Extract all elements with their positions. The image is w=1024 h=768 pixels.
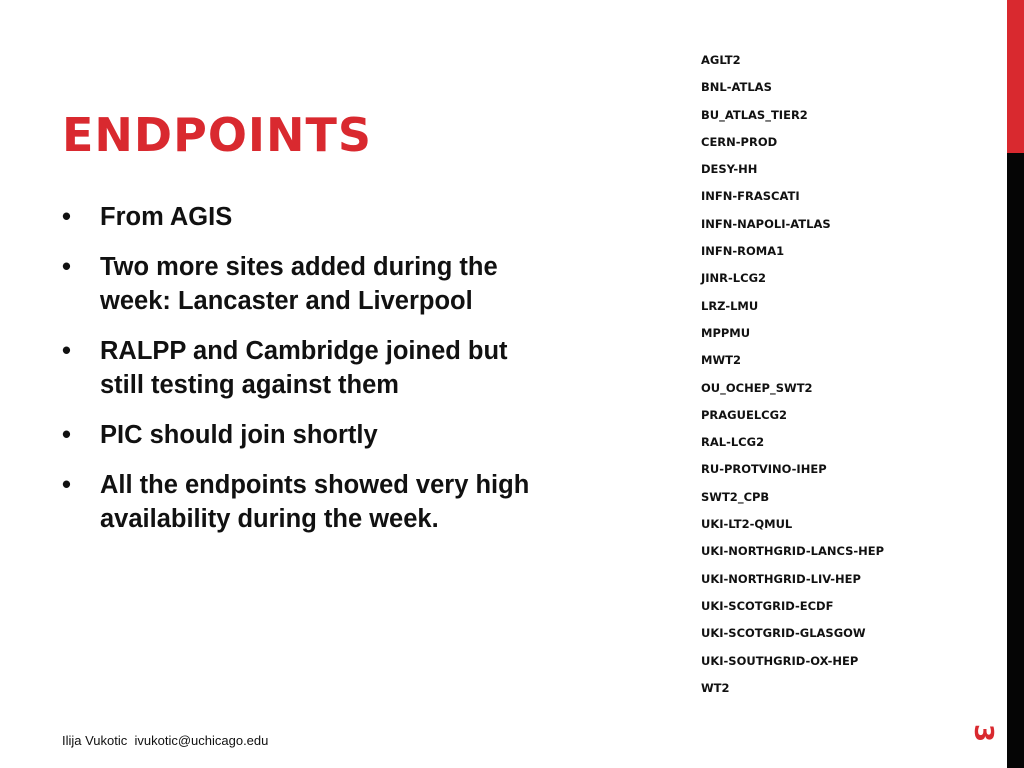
bullet-text: All the endpoints showed very high availability during the week. (100, 471, 530, 533)
site-item: DESY-HH (701, 162, 758, 177)
site-item: WT2 (701, 680, 730, 695)
site-item: BNL-ATLAS (701, 80, 772, 95)
site-item: AGLT2 (701, 53, 741, 67)
site-item: OU_OCHEP_SWT2 (701, 380, 813, 395)
bullet-item (62, 334, 532, 402)
site-list (701, 50, 884, 705)
site-item: UKI-NORTHGRID-LIV-HEP (701, 571, 861, 586)
site-item: SWT2_CPB (701, 489, 770, 504)
bullet-item (62, 468, 532, 536)
bullet-text: RALPP and Cambridge joined but still testing against them (100, 337, 508, 399)
bullet-text: Two more sites added during the week: Lancaster and Liverpool (100, 253, 498, 315)
site-item: PRAGUELCG2 (701, 407, 788, 422)
site-item: UKI-LT2-QMUL (701, 517, 793, 532)
site-item: INFN-FRASCATI (701, 189, 800, 204)
bullet-marker: • (62, 471, 71, 499)
bullet-list (62, 200, 532, 552)
bullet-item (62, 250, 532, 318)
site-item: UKI-SCOTGRID-ECDF (701, 598, 834, 613)
bullet-item (62, 418, 532, 452)
site-item: MWT2 (701, 353, 741, 368)
accent-bar-black (1007, 153, 1024, 768)
bullet-marker: • (62, 421, 71, 449)
site-item: UKI-NORTHGRID-LANCS-HEP (701, 544, 885, 559)
site-item: INFN-ROMA1 (701, 244, 785, 259)
site-item: JINR-LCG2 (701, 271, 767, 286)
site-item: LRZ-LMU (701, 298, 759, 313)
bullet-text: PIC should join shortly (100, 421, 378, 449)
site-item: UKI-SCOTGRID-GLASGOW (701, 626, 866, 641)
footer-author: Ilija Vukotic ivukotic@uchicago.edu (62, 733, 269, 748)
bullet-marker: • (62, 337, 71, 365)
site-item: INFN-NAPOLI-ATLAS (701, 216, 831, 231)
slide-title: ENDPOINTS (62, 108, 373, 162)
site-item: RAL-LCG2 (701, 435, 765, 450)
bullet-item (62, 200, 532, 234)
site-item: CERN-PROD (701, 134, 778, 149)
bullet-marker: • (62, 253, 71, 281)
site-item: UKI-SOUTHGRID-OX-HEP (701, 653, 859, 668)
page-number: 3 (968, 723, 998, 743)
site-item: MPPMU (701, 325, 751, 340)
site-item: RU-PROTVINO-IHEP (701, 462, 827, 477)
site-item: BU_ATLAS_TIER2 (701, 107, 808, 122)
accent-bar-red (1007, 0, 1024, 153)
bullet-text: From AGIS (100, 203, 233, 231)
bullet-marker: • (62, 203, 71, 231)
